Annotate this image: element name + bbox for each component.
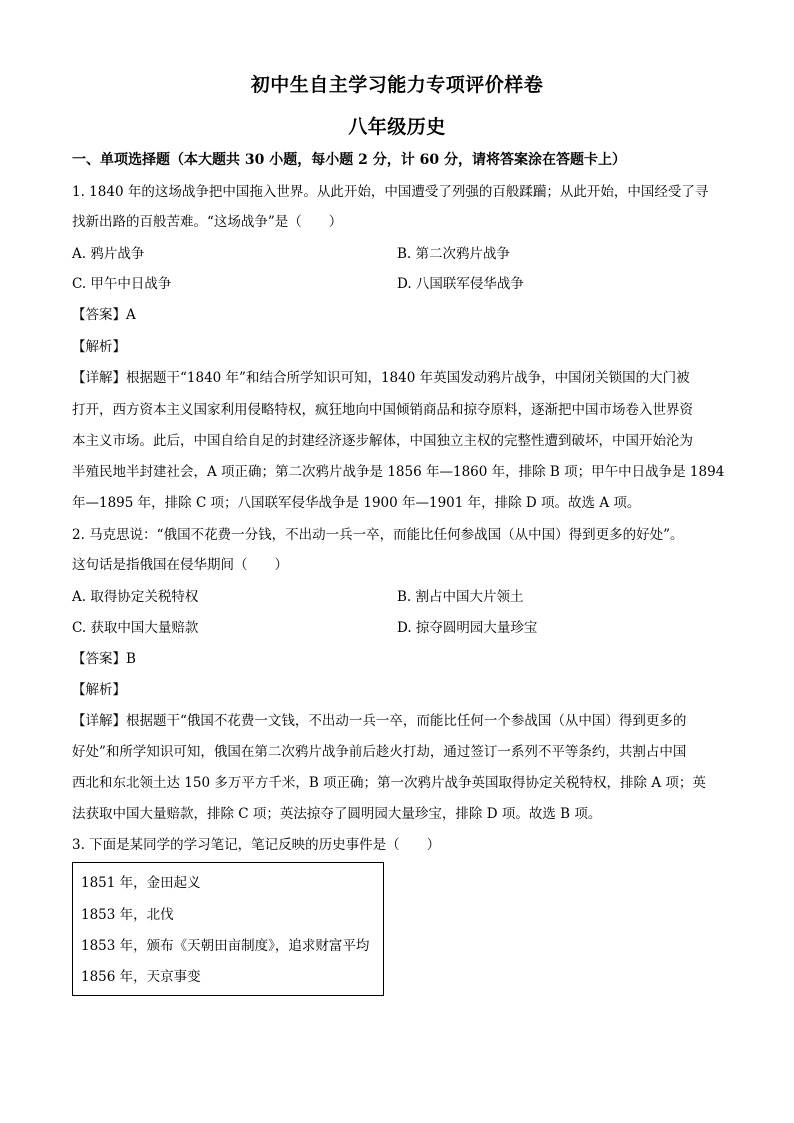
q2-option-b: B. 割占中国大片领土 xyxy=(397,589,524,605)
q2-answer: 【答案】B xyxy=(72,651,136,667)
q1-analysis-label: 【解析】 xyxy=(72,339,126,355)
q2-detail-line: 西北和东北领土达 150 多万平方千米，B 项正确；第一次鸦片战争英国取得协定关税特权，排除 A 项；英 xyxy=(72,775,706,791)
q1-option-a: A. 鸦片战争 xyxy=(72,246,145,262)
q2-option-d: D. 掠夺圆明园大量珍宝 xyxy=(397,620,538,636)
note-item: 1851 年，金田起义 xyxy=(81,875,201,891)
study-notes-box xyxy=(72,862,384,996)
q1-detail-line: 打开，西方资本主义国家利用侵略特权，疯狂地向中国倾销商品和掠夺原料，逐渐把中国市场卷入世界资 xyxy=(72,402,693,418)
q2-analysis-label: 【解析】 xyxy=(72,682,126,698)
section-heading: 一、单项选择题（本大题共 30 小题，每小题 2 分，计 60 分，请将答案涂在答题卡上） xyxy=(72,152,626,168)
q1-stem-line: 1. 1840 年的这场战争把中国拖入世界。从此开始，中国遭受了列强的百般蹂躏；从此开始，中国经受了寻 xyxy=(72,184,709,200)
q1-stem-line: 找新出路的百般苦难。“这场战争”是（ ） xyxy=(72,214,343,230)
q2-option-a: A. 取得协定关税特权 xyxy=(72,589,199,605)
q1-option-d: D. 八国联军侵华战争 xyxy=(397,276,524,292)
q2-option-c: C. 获取中国大量赔款 xyxy=(72,620,199,636)
q1-answer: 【答案】A xyxy=(72,307,136,323)
note-item: 1856 年，天京事变 xyxy=(81,969,201,985)
exam-subtitle: 八年级历史 xyxy=(348,116,446,138)
q1-detail-line: 本主义市场。此后，中国自给自足的封建经济逐步解体，中国独立主权的完整性遭到破坏，中国开始沦为 xyxy=(72,433,693,449)
exam-title: 初中生自主学习能力专项评价样卷 xyxy=(250,74,544,96)
q1-detail-line: 【详解】根据题干“1840 年”和结合所学知识可知，1840 年英国发动鸦片战争，中国闭关锁国的大门被 xyxy=(72,370,690,386)
q2-stem-line: 这句话是指俄国在侵华期间（ ） xyxy=(72,557,288,573)
q2-detail-line: 【详解】根据题干“俄国不花费一文钱，不出动一兵一卒，而能比任何一个参战国（从中国）得到更多的 xyxy=(72,713,687,729)
q1-option-b: B. 第二次鸦片战争 xyxy=(397,246,511,262)
q2-detail-line: 好处”和所学知识可知，俄国在第二次鸦片战争前后趁火打劫，通过签订一系列不平等条约，共割占中国 xyxy=(72,744,687,760)
q2-stem-line: 2. 马克思说：“俄国不花费一分钱，不出动一兵一卒，而能比任何参战国（从中国）得到更多的好处”。 xyxy=(72,527,684,543)
q1-detail-line: 半殖民地半封建社会，A 项正确；第二次鸦片战争是 1856 年—1860 年，排除 B 项；甲午中日战争是 1894 xyxy=(72,464,725,480)
note-item: 1853 年，北伐 xyxy=(81,907,174,923)
q3-stem-line: 3. 下面是某同学的学习笔记，笔记反映的历史事件是（ ） xyxy=(72,837,441,853)
q1-detail-line: 年—1895 年，排除 C 项；八国联军侵华战争是 1900 年—1901 年，排除 D 项。故选 A 项。 xyxy=(72,495,641,511)
q1-option-c: C. 甲午中日战争 xyxy=(72,276,172,292)
note-item: 1853 年，颁布《天朝田亩制度》，追求财富平均 xyxy=(81,938,370,954)
q2-detail-line: 法获取中国大量赔款，排除 C 项；英法掠夺了圆明园大量珍宝，排除 D 项。故选 B 项。 xyxy=(72,806,602,822)
